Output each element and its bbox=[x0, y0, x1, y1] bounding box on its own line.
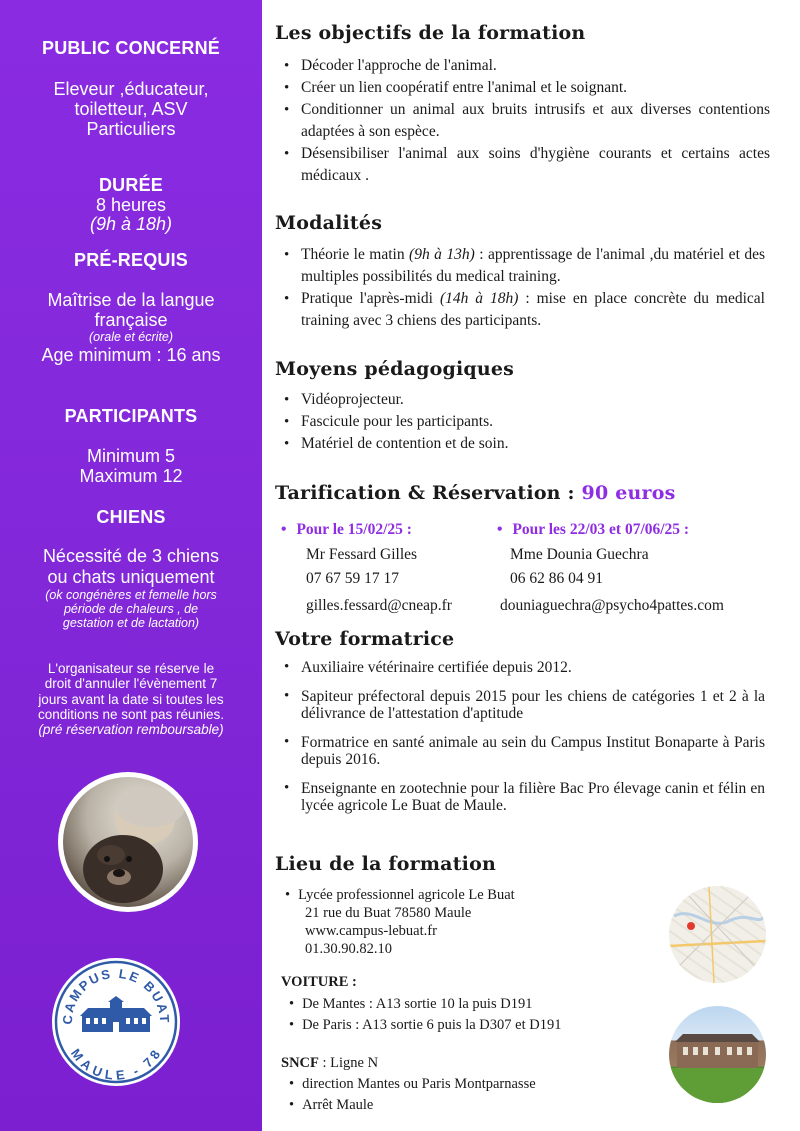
contact-date: • Pour les 22/03 et 07/06/25 : bbox=[497, 518, 724, 543]
modalites-list bbox=[275, 244, 765, 332]
participants-max: Maximum 12 bbox=[79, 466, 183, 486]
list-item: • Théorie le matin (9h à 13h) : apprentissage de l'animal ,du matériel et des multiples possibilités du medical training. bbox=[275, 244, 765, 288]
public-heading: PUBLIC CONCERNÉ bbox=[41, 38, 220, 58]
prerequis-line: française bbox=[94, 310, 168, 330]
list-item: • De Mantes : A13 sortie 10 la puis D191 bbox=[289, 994, 561, 1015]
contact-name: Mr Fessard Gilles bbox=[306, 545, 418, 563]
chiens-heading: CHIENS bbox=[96, 507, 166, 527]
objectifs-title: Les objectifs de la formation bbox=[275, 22, 586, 44]
duree-value: 8 heures bbox=[95, 195, 167, 215]
chiens-note: période de chaleurs , de bbox=[63, 602, 199, 616]
lieu-block bbox=[285, 886, 515, 958]
lieu-website[interactable]: www.campus-lebuat.fr bbox=[305, 923, 437, 939]
lieu-phone[interactable]: 01.30.90.82.10 bbox=[305, 941, 392, 957]
building-illustration bbox=[669, 1006, 766, 1103]
tarif-price: 90 euros bbox=[581, 482, 676, 504]
objectifs-list bbox=[275, 55, 770, 187]
formatrice-title: Votre formatrice bbox=[275, 628, 455, 650]
contact-email[interactable]: douniaguechra@psycho4pattes.com bbox=[500, 596, 724, 614]
prerequis-age: Age minimum : 16 ans bbox=[41, 345, 221, 365]
prerequis-line: Maîtrise de la langue bbox=[47, 290, 215, 310]
sidebar bbox=[0, 0, 262, 1131]
duree-heading: DURÉE bbox=[98, 175, 163, 195]
duree-hours: (9h à 18h) bbox=[89, 214, 173, 234]
participants-heading: PARTICIPANTS bbox=[64, 406, 198, 426]
tarif-title: Tarification & Réservation : 90 euros bbox=[275, 482, 676, 504]
moyens-title: Moyens pédagogiques bbox=[275, 358, 515, 380]
trainer-photo bbox=[58, 772, 198, 912]
trainer-photo-image bbox=[63, 777, 193, 907]
map-pin-icon bbox=[687, 922, 695, 930]
prerequis-note: (orale et écrite) bbox=[88, 330, 174, 344]
list-item: • direction Mantes ou Paris Montparnasse bbox=[289, 1074, 536, 1095]
organisateur-note: droit d'annuler l'évènement 7 bbox=[44, 676, 218, 691]
list-item: • Vidéoprojecteur. bbox=[275, 389, 765, 411]
prerequis-heading: PRÉ-REQUIS bbox=[73, 250, 189, 270]
list-item: • Auxiliaire vétérinaire certifiée depuis 2012. bbox=[275, 659, 765, 676]
list-item: • Fascicule pour les participants. bbox=[275, 411, 765, 433]
campus-logo-graphic bbox=[52, 958, 180, 1086]
list-item: • Désensibiliser l'animal aux soins d'hygiène courants et certains actes médicaux . bbox=[275, 143, 770, 187]
map-illustration bbox=[669, 886, 766, 983]
public-line: toiletteur, ASV bbox=[74, 99, 188, 119]
lieu-name: • Lycée professionnel agricole Le Buat bbox=[285, 886, 515, 904]
formatrice-list bbox=[275, 659, 765, 814]
contact-name: Mme Dounia Guechra bbox=[510, 545, 649, 563]
moyens-list bbox=[275, 389, 765, 455]
sncf-list bbox=[289, 1074, 536, 1116]
chiens-note: (ok congénères et femelle hors bbox=[45, 588, 217, 602]
list-item: • Créer un lien coopératif entre l'animal et le soignant. bbox=[275, 77, 770, 99]
public-line: Eleveur ,éducateur, bbox=[53, 79, 209, 99]
organisateur-note: jours avant la date si toutes les bbox=[38, 692, 224, 707]
contact-phone[interactable]: 06 62 86 04 91 bbox=[510, 570, 603, 587]
contact-email[interactable]: gilles.fessard@cneap.fr bbox=[306, 596, 452, 614]
campus-building-photo bbox=[669, 1006, 766, 1103]
organisateur-italic: (pré réservation remboursable) bbox=[38, 722, 224, 737]
list-item: • Conditionner un animal aux bruits intrusifs et aux diverses contentions adaptées à son espèce. bbox=[275, 99, 770, 143]
chiens-line: Nécessité de 3 chiens bbox=[42, 546, 220, 566]
sncf-heading: SNCF : Ligne N bbox=[281, 1055, 379, 1071]
voiture-list bbox=[289, 994, 561, 1036]
chiens-note: gestation et de lactation) bbox=[62, 616, 200, 630]
dog-and-woman-illustration bbox=[63, 777, 193, 907]
list-item: • Sapiteur préfectoral depuis 2015 pour les chiens de catégories 1 et 2 à la délivrance de l'attestation d'aptitude bbox=[275, 688, 765, 722]
organisateur-note: L'organisateur se réserve le bbox=[47, 661, 215, 676]
voiture-heading: VOITURE : bbox=[281, 974, 357, 990]
list-item: • Formatrice en santé animale au sein du Campus Institut Bonaparte à Paris depuis 2016. bbox=[275, 734, 765, 768]
chiens-line: ou chats uniquement bbox=[47, 567, 215, 587]
logo-top-text: CAMPUS LE BUAT bbox=[59, 965, 173, 1025]
list-item: • Pratique l'après-midi (14h à 18h) : mise en place concrète du medical training avec 3 chiens des participants. bbox=[275, 288, 765, 332]
list-item: • De Paris : A13 sortie 6 puis la D307 et D191 bbox=[289, 1015, 561, 1036]
contact-block-2 bbox=[497, 518, 724, 618]
organisateur-note: conditions ne sont pas réunies. bbox=[37, 707, 225, 722]
lieu-title: Lieu de la formation bbox=[275, 853, 496, 875]
modalites-title: Modalités bbox=[275, 212, 383, 234]
location-map[interactable] bbox=[669, 886, 766, 983]
list-item: • Décoder l'approche de l'animal. bbox=[275, 55, 770, 77]
contact-phone[interactable]: 07 67 59 17 17 bbox=[306, 570, 399, 587]
list-item: • Enseignante en zootechnie pour la filière Bac Pro élevage canin et félin en lycée agricole Le Buat de Maule. bbox=[275, 780, 765, 814]
public-line: Particuliers bbox=[86, 119, 176, 139]
contact-block-1 bbox=[281, 518, 452, 618]
participants-min: Minimum 5 bbox=[86, 446, 175, 466]
list-item: • Matériel de contention et de soin. bbox=[275, 433, 765, 455]
lieu-address: 21 rue du Buat 78580 Maule bbox=[305, 905, 472, 921]
logo-bottom-text: MAULE - 78 bbox=[67, 1045, 165, 1083]
campus-logo bbox=[52, 958, 180, 1086]
list-item: • Arrêt Maule bbox=[289, 1095, 536, 1116]
contact-date: • Pour le 15/02/25 : bbox=[281, 518, 452, 543]
